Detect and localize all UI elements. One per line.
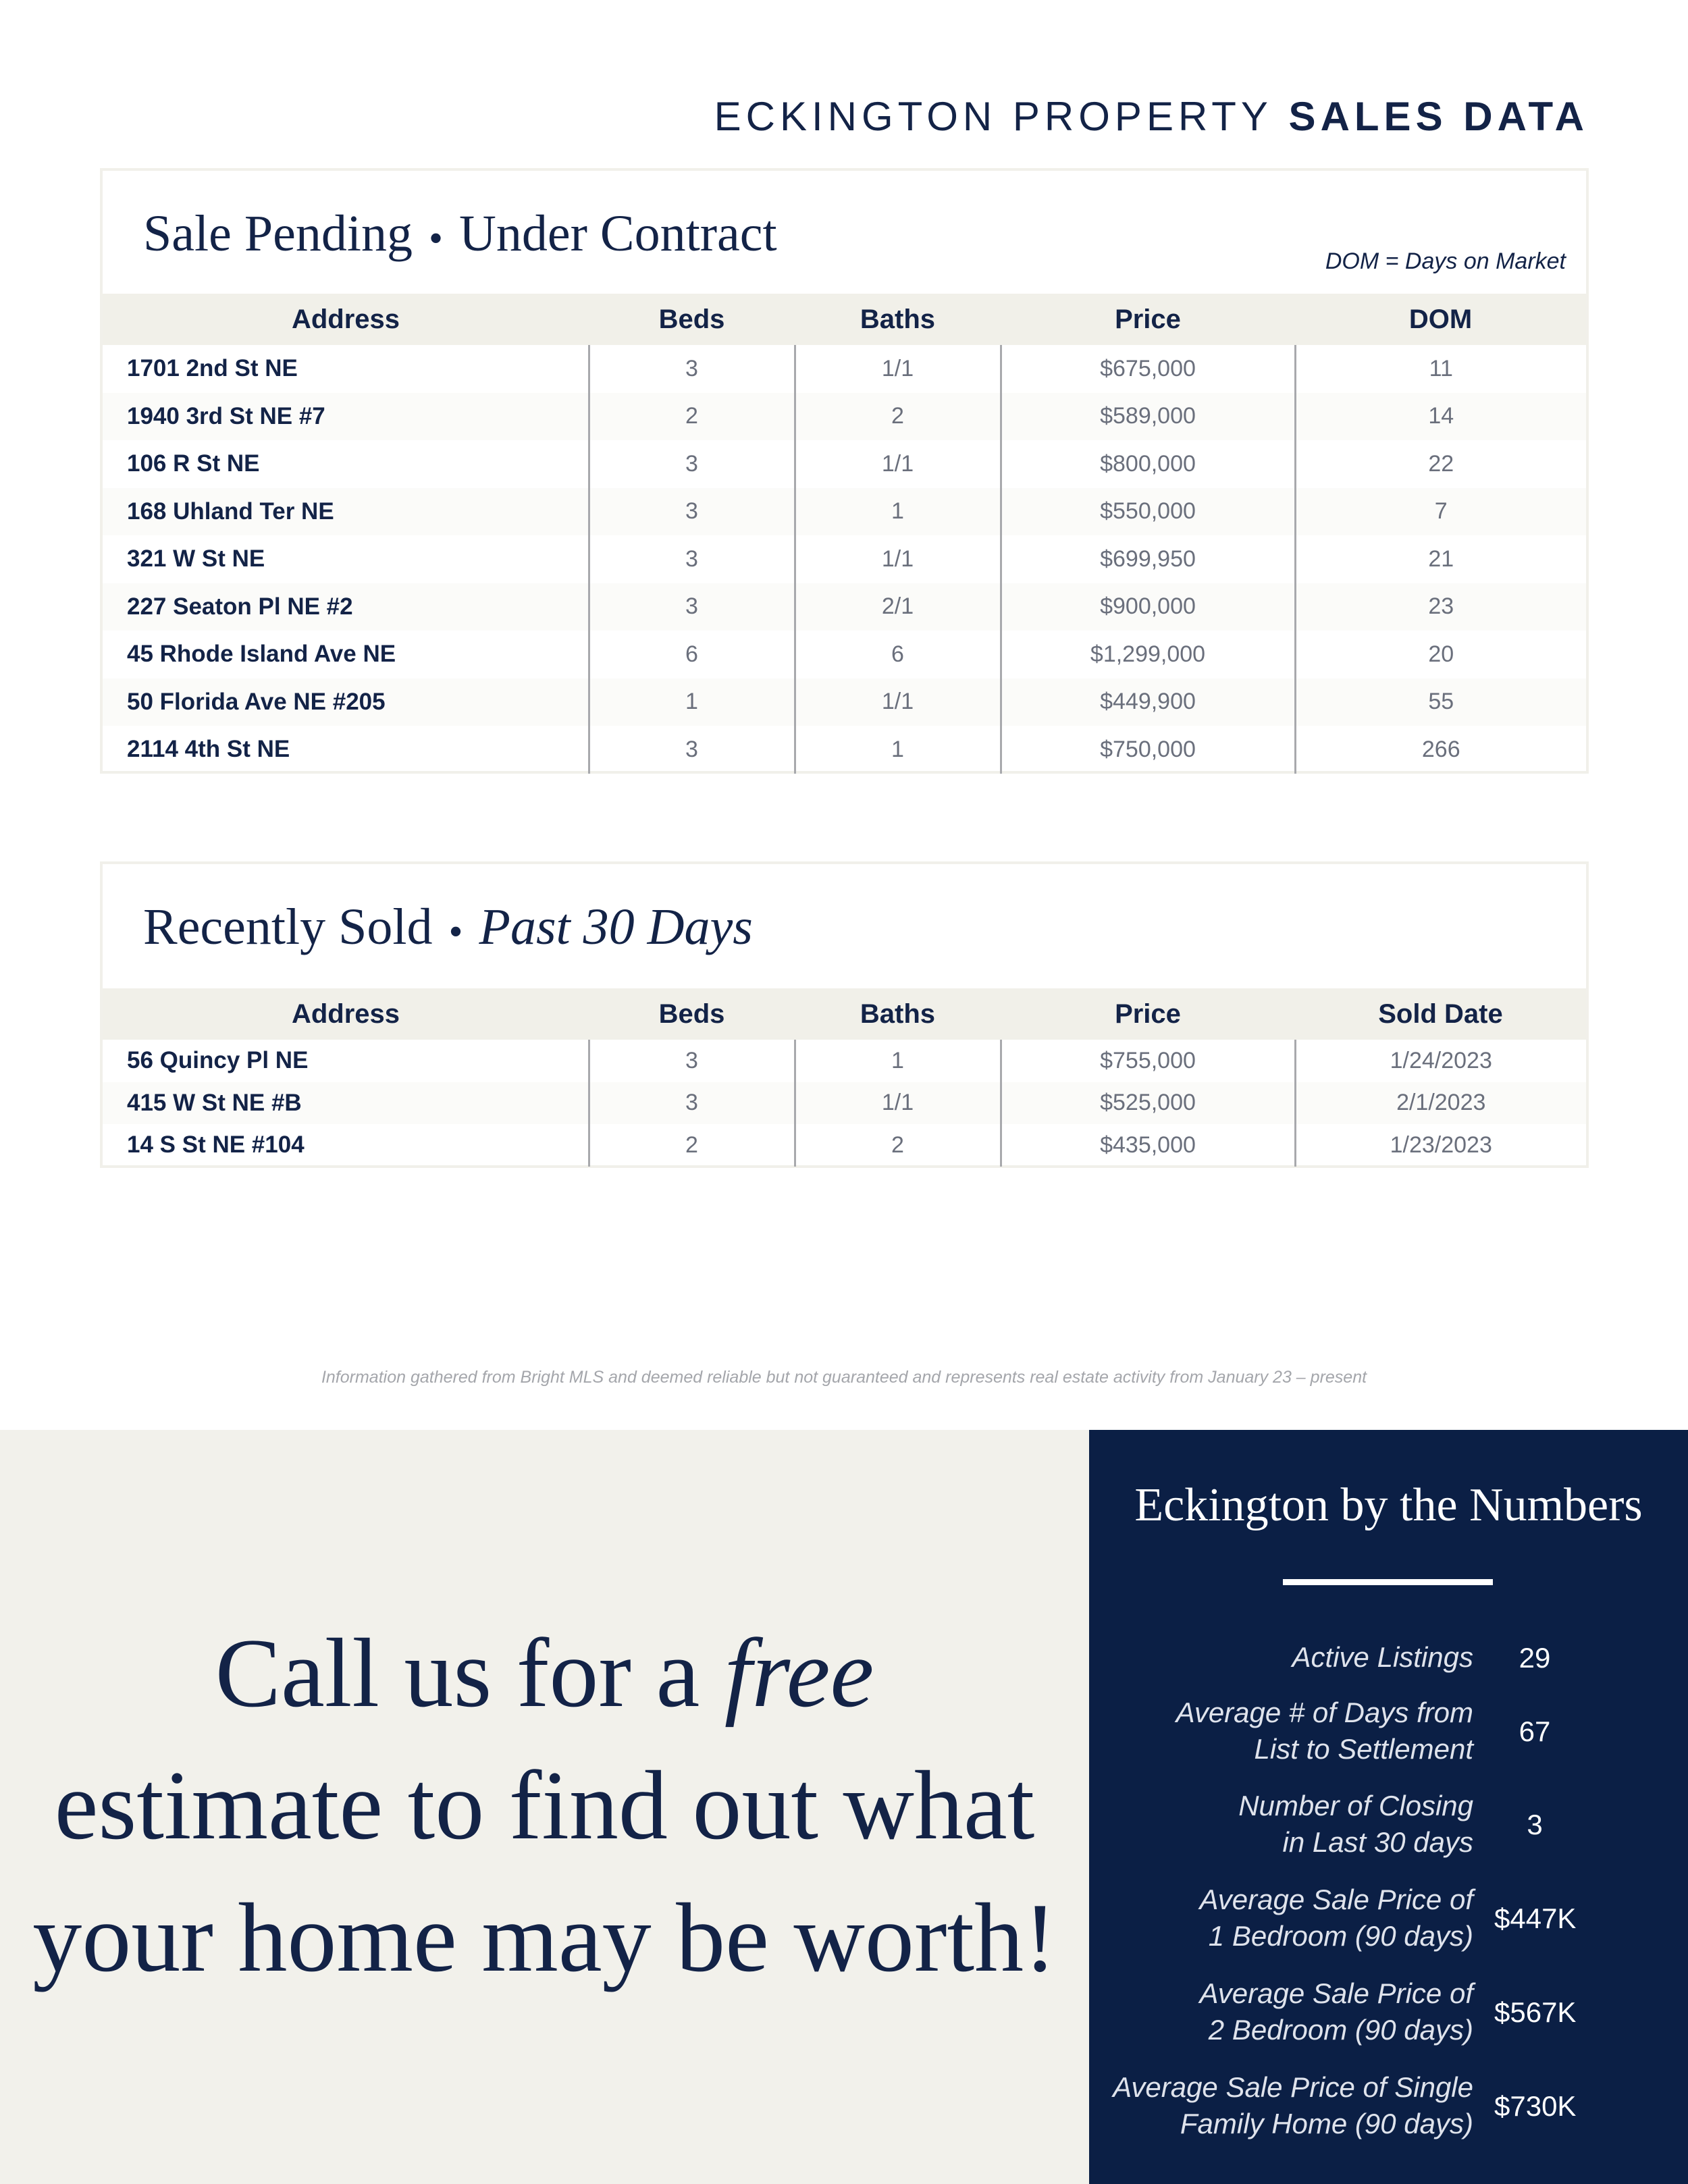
- table-row: [103, 1040, 1586, 1082]
- sale-pending-table: [103, 294, 1586, 774]
- cell-price: $550,000: [1001, 488, 1295, 536]
- stat-label: [1113, 2069, 1473, 2142]
- column-header-price: Price: [1001, 294, 1295, 345]
- table-row: [103, 1124, 1586, 1167]
- cta-line-2: estimate to find out what: [54, 1751, 1035, 1860]
- table-row: [103, 1082, 1586, 1125]
- cell-beds: 3: [589, 1082, 795, 1125]
- numbers-panel: [1089, 1430, 1688, 2184]
- stat-label-line: Average Sale Price of: [1199, 1884, 1473, 1915]
- cell-address: 1940 3rd St NE #7: [103, 393, 589, 441]
- cell-price: $675,000: [1001, 345, 1295, 393]
- stat-label-line: 2 Bedroom (90 days): [1208, 2014, 1473, 2046]
- column-header-sold-date: Sold Date: [1295, 988, 1586, 1040]
- stat-label-line: 1 Bedroom (90 days): [1208, 1920, 1473, 1952]
- cta-message: [0, 1607, 1089, 2004]
- table-row: [103, 583, 1586, 631]
- table-row: [103, 345, 1586, 393]
- table-row: [103, 726, 1586, 774]
- cell-price: $525,000: [1001, 1082, 1295, 1125]
- cell-baths: 1/1: [795, 440, 1001, 488]
- title-separator-dot: •: [428, 216, 443, 261]
- cell-beds: 1: [589, 678, 795, 726]
- cell-address: 106 R St NE: [127, 450, 260, 477]
- stat-label-line: Average Sale Price of: [1199, 1977, 1473, 2009]
- table-row: [103, 678, 1586, 726]
- sale-pending-title-sub: Under Contract: [458, 205, 777, 262]
- table-row: [103, 535, 1586, 583]
- cell-sold-date: 2/1/2023: [1295, 1082, 1586, 1125]
- cell-dom: 55: [1295, 678, 1586, 726]
- cell-baths: 1/1: [795, 1082, 1001, 1125]
- table-row: [103, 488, 1586, 536]
- table-row: [103, 440, 1586, 488]
- cta-line-1-text: Call us for a: [215, 1618, 724, 1728]
- cell-price: $589,000: [1001, 393, 1295, 441]
- sale-pending-card: [100, 168, 1589, 774]
- table-header-row: [103, 988, 1586, 1040]
- stat-label-line: Active Listings: [1292, 1641, 1473, 1673]
- recently-sold-table: [103, 988, 1586, 1167]
- cta-line-3: your home may be worth!: [32, 1883, 1057, 1992]
- cell-dom: 11: [1295, 345, 1586, 393]
- recently-sold-title-main: Recently Sold: [143, 899, 433, 955]
- title-divider: [1283, 1579, 1493, 1585]
- stat-label: [1238, 1788, 1473, 1861]
- cell-price: $1,299,000: [1001, 631, 1295, 678]
- stat-value: $447K: [1494, 1902, 1577, 1934]
- cell-sold-date: 1/24/2023: [1295, 1040, 1586, 1082]
- stat-label-line: Average Sale Price of Single: [1113, 2071, 1473, 2103]
- recently-sold-title: [143, 898, 753, 957]
- cell-address: 168 Uhland Ter NE: [103, 488, 589, 536]
- cell-beds: 3: [589, 488, 795, 536]
- stat-label-line: in Last 30 days: [1282, 1826, 1473, 1858]
- cell-address: 1701 2nd St NE: [127, 355, 298, 382]
- cell-baths: 1: [795, 1040, 1001, 1082]
- numbers-title: Eckington by the Numbers: [1134, 1479, 1643, 1531]
- cell-dom: 21: [1295, 535, 1586, 583]
- title-separator-dot: •: [448, 909, 463, 955]
- cell-dom: 266: [1295, 726, 1586, 774]
- cell-beds: 6: [589, 631, 795, 678]
- cell-address: 227 Seaton Pl NE #2: [103, 583, 589, 631]
- column-header-beds: Beds: [589, 294, 795, 345]
- header-bold-text: SALES DATA: [1288, 94, 1589, 139]
- page-header: [714, 93, 1589, 140]
- recently-sold-card: [100, 861, 1589, 1168]
- stat-label-line: Average # of Days from: [1176, 1697, 1473, 1728]
- cell-address: 321 W St NE: [127, 545, 265, 572]
- sale-pending-title: [143, 205, 777, 263]
- cell-dom: 23: [1295, 583, 1586, 631]
- cell-price: $900,000: [1001, 583, 1295, 631]
- cell-price: $435,000: [1001, 1124, 1295, 1167]
- table-row: [103, 393, 1586, 441]
- column-header-price: Price: [1001, 988, 1295, 1040]
- stat-value: 67: [1519, 1715, 1551, 1747]
- column-header-dom: DOM: [1295, 294, 1586, 345]
- cell-address: 50 Florida Ave NE #205: [103, 678, 589, 726]
- cell-sold-date: 1/23/2023: [1295, 1124, 1586, 1167]
- cell-address: 2114 4th St NE: [127, 736, 290, 763]
- cell-price: $750,000: [1001, 726, 1295, 774]
- cta-line-1: [0, 1607, 1089, 1739]
- stat-value: 29: [1519, 1642, 1551, 1674]
- stat-label-line: List to Settlement: [1254, 1733, 1473, 1765]
- stat-label-line: Number of Closing: [1238, 1790, 1473, 1821]
- cell-baths: 1: [795, 726, 1001, 774]
- cell-address: 415 W St NE #B: [103, 1082, 589, 1125]
- cell-address: 45 Rhode Island Ave NE: [127, 641, 396, 668]
- stat-label: [1292, 1639, 1473, 1676]
- column-header-baths: Baths: [795, 294, 1001, 345]
- cell-price: $449,900: [1001, 678, 1295, 726]
- cell-beds: 3: [589, 535, 795, 583]
- cell-baths: 1/1: [795, 535, 1001, 583]
- cell-address: 14 S St NE #104: [127, 1131, 305, 1158]
- table-header-row: [103, 294, 1586, 345]
- cell-beds: 3: [589, 726, 795, 774]
- cell-beds: 2: [589, 393, 795, 441]
- cta-free-emphasis: free: [724, 1618, 874, 1728]
- column-header-address: Address: [103, 988, 589, 1040]
- stat-value: $730K: [1494, 2090, 1577, 2122]
- cell-beds: 3: [589, 583, 795, 631]
- cell-baths: 2: [795, 1124, 1001, 1167]
- stat-label: [1200, 1975, 1473, 2048]
- cell-baths: 1/1: [795, 678, 1001, 726]
- stat-value: 3: [1527, 1809, 1543, 1840]
- data-source-footnote: Information gathered from Bright MLS and deemed reliable but not guaranteed and represents real estate activity from January 23 – present: [321, 1368, 1367, 1387]
- cell-beds: 3: [589, 440, 795, 488]
- cell-dom: 7: [1295, 488, 1586, 536]
- dom-legend-note: DOM = Days on Market: [1325, 248, 1566, 274]
- cell-beds: 3: [589, 345, 795, 393]
- cell-beds: 2: [589, 1124, 795, 1167]
- header-light-text: ECKINGTON PROPERTY: [714, 94, 1273, 139]
- cell-dom: 14: [1295, 393, 1586, 441]
- column-header-baths: Baths: [795, 988, 1001, 1040]
- cell-dom: 22: [1295, 440, 1586, 488]
- cell-dom: 20: [1295, 631, 1586, 678]
- column-header-beds: Beds: [589, 988, 795, 1040]
- stat-label: [1200, 1882, 1473, 1954]
- cell-address: 56 Quincy Pl NE: [127, 1047, 309, 1074]
- stat-label-line: Family Home (90 days): [1180, 2108, 1473, 2139]
- cell-beds: 3: [589, 1040, 795, 1082]
- cell-baths: 2: [795, 393, 1001, 441]
- cell-price: $699,950: [1001, 535, 1295, 583]
- cell-baths: 1: [795, 488, 1001, 536]
- cell-baths: 1/1: [795, 345, 1001, 393]
- stat-value: $567K: [1494, 1996, 1577, 2028]
- cell-price: $755,000: [1001, 1040, 1295, 1082]
- cell-price: $800,000: [1001, 440, 1295, 488]
- stat-label: [1176, 1695, 1473, 1767]
- sale-pending-title-main: Sale Pending: [143, 205, 413, 262]
- table-row: [103, 631, 1586, 678]
- cell-baths: 2/1: [795, 583, 1001, 631]
- column-header-address: Address: [103, 294, 589, 345]
- cell-baths: 6: [795, 631, 1001, 678]
- recently-sold-title-sub: Past 30 Days: [479, 899, 753, 955]
